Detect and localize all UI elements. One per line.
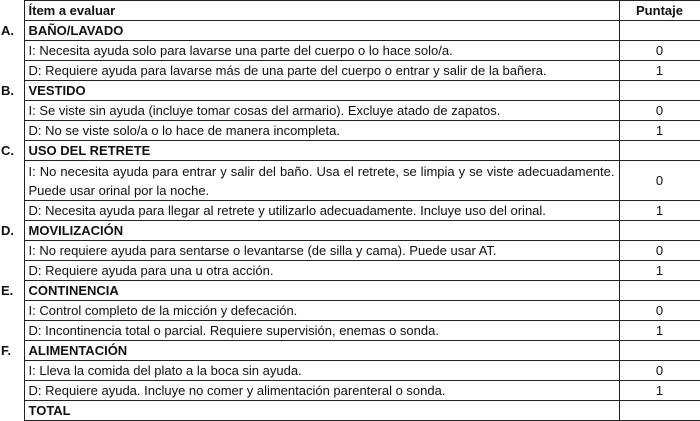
table-row (0, 361, 700, 381)
category-title: MOVILIZACIÓN (24, 221, 619, 241)
category-score-cell (619, 341, 700, 361)
item-score: 0 (619, 301, 700, 321)
item-score: 1 (619, 61, 700, 81)
score-column-header: Puntaje (619, 1, 700, 21)
item-description: I: Necesita ayuda solo para lavarse una parte del cuerpo o lo hace solo/a. (24, 41, 619, 61)
total-label: TOTAL (24, 401, 619, 421)
item-description: I: No requiere ayuda para sentarse o levantarse (de silla y cama). Puede usar AT. (24, 241, 619, 261)
category-score-cell (619, 141, 700, 161)
category-letter: D. (1, 222, 14, 238)
item-score: 1 (619, 381, 700, 401)
item-score: 0 (619, 241, 700, 261)
item-description: D: Incontinencia total o parcial. Requiere supervisión, enemas o sonda. (24, 321, 619, 341)
table-row (0, 41, 700, 61)
category-score-cell (619, 21, 700, 41)
category-row (0, 341, 700, 361)
category-score-cell (619, 221, 700, 241)
table-row (0, 261, 700, 281)
category-title: BAÑO/LAVADO (24, 21, 619, 41)
category-letter: F. (1, 342, 12, 358)
category-title: USO DEL RETRETE (24, 141, 619, 161)
item-description: I: Se viste sin ayuda (incluye tomar cosas del armario). Excluye atado de zapatos. (24, 101, 619, 121)
category-row (0, 281, 700, 301)
table-row (0, 161, 700, 201)
item-score: 1 (619, 201, 700, 221)
item-description: I: Control completo de la micción y defecación. (24, 301, 619, 321)
category-letter: C. (1, 142, 14, 158)
item-score: 0 (619, 161, 700, 201)
item-description: I: No necesita ayuda para entrar y salir del baño. Usa el retrete, se limpia y se viste adecuadamente. Puede usar orinal por la noche. (24, 161, 619, 201)
category-row (0, 81, 700, 101)
category-title: VESTIDO (24, 81, 619, 101)
table-row (0, 241, 700, 261)
table-row (0, 201, 700, 221)
item-description: I: Lleva la comida del plato a la boca sin ayuda. (24, 361, 619, 381)
category-title: ALIMENTACIÓN (24, 341, 619, 361)
category-row (0, 21, 700, 41)
category-letter: B. (1, 82, 14, 98)
item-score: 0 (619, 101, 700, 121)
header-row (0, 1, 700, 21)
category-score-cell (619, 81, 700, 101)
item-score: 1 (619, 261, 700, 281)
table-row (0, 301, 700, 321)
category-score-cell (619, 281, 700, 301)
category-letter: E. (1, 282, 14, 298)
header-letter-cell (0, 1, 24, 21)
category-letter: A. (1, 22, 14, 38)
item-description: D: Requiere ayuda. Incluye no comer y alimentación parenteral o sonda. (24, 381, 619, 401)
category-row (0, 221, 700, 241)
table-row (0, 101, 700, 121)
table-row (0, 121, 700, 141)
item-score: 0 (619, 361, 700, 381)
table-row (0, 321, 700, 341)
item-score: 1 (619, 121, 700, 141)
item-score: 0 (619, 41, 700, 61)
item-description: D: Necesita ayuda para llegar al retrete y utilizarlo adecuadamente. Incluye uso del orinal. (24, 201, 619, 221)
table-row (0, 381, 700, 401)
table-row (0, 61, 700, 81)
category-row (0, 141, 700, 161)
item-description: D: No se viste solo/a o lo hace de manera incompleta. (24, 121, 619, 141)
category-title: CONTINENCIA (24, 281, 619, 301)
item-score: 1 (619, 321, 700, 341)
item-description: D: Requiere ayuda para lavarse más de una parte del cuerpo o entrar y salir de la bañera. (24, 61, 619, 81)
item-description: D: Requiere ayuda para una u otra acción. (24, 261, 619, 281)
item-column-header: Ítem a evaluar (24, 1, 619, 21)
